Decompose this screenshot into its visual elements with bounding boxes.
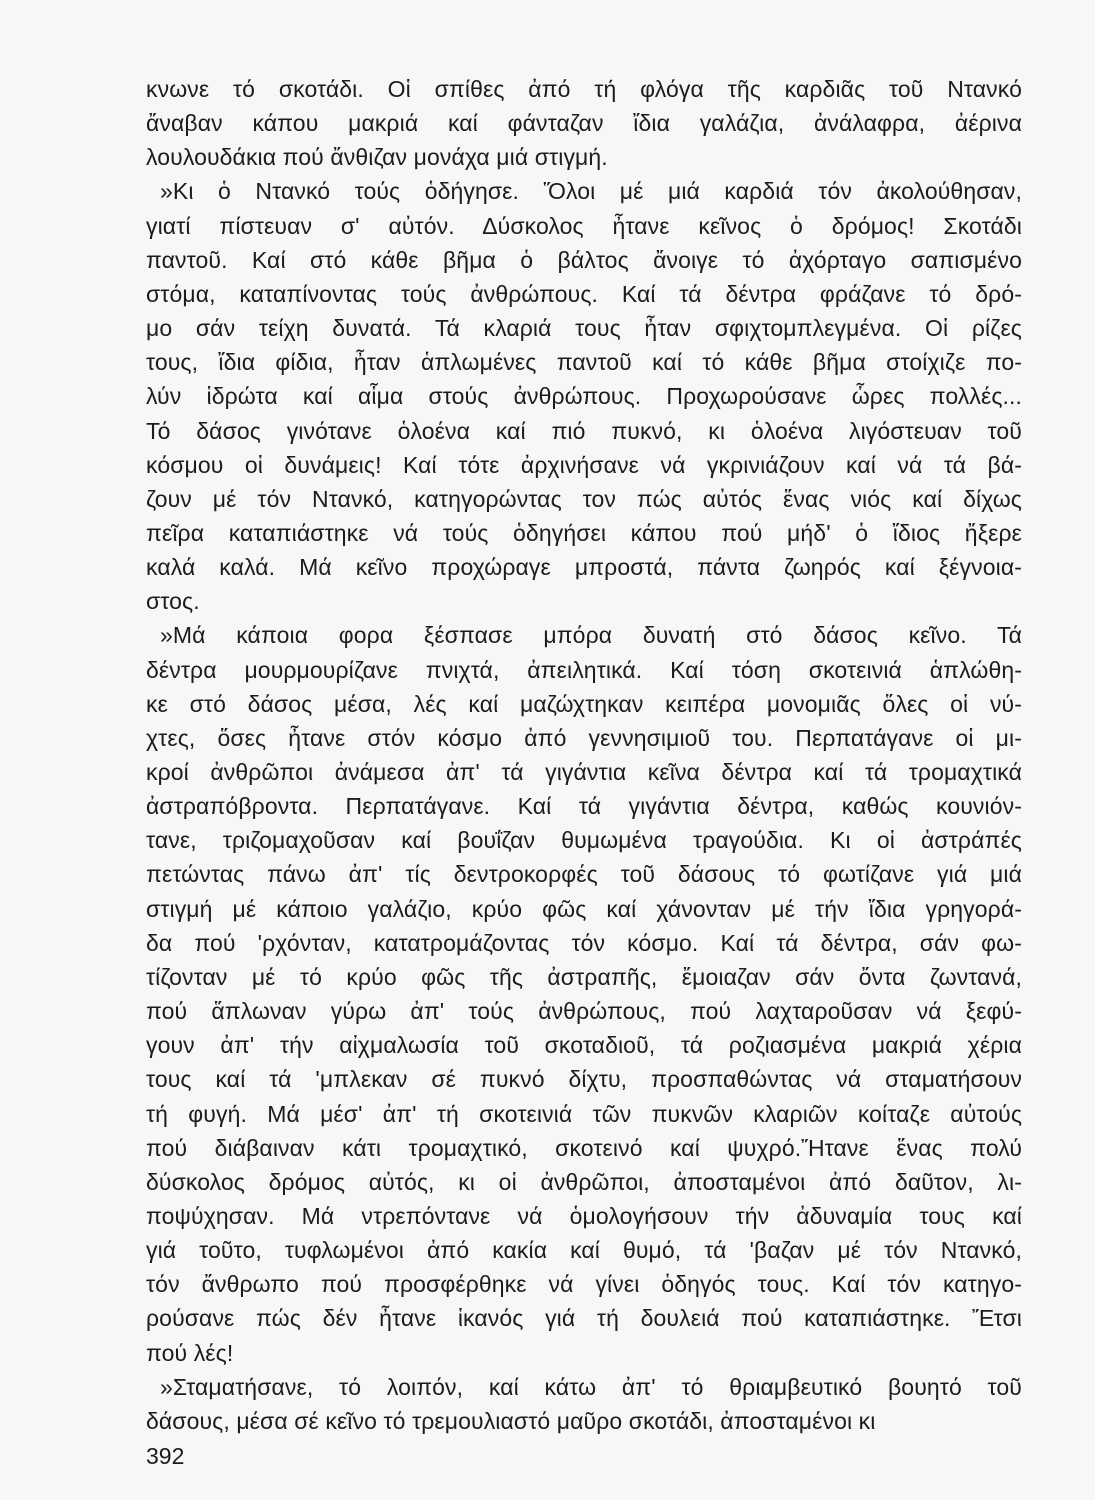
text-line: »Σταματήσανε, τό λοιπόν, καί κάτω ἀπ' τό θριαμβευτικό βουητό τοῦ (160, 1374, 1022, 1400)
text-line: κνωνε τό σκοτάδι. Οἱ σπίθες ἀπό τή φλόγα τῆς καρδιᾶς τοῦ Ντανκό (146, 76, 1022, 102)
text-line: ἄναβαν κάπου μακριά καί φάνταζαν ἴδια γαλάζια, ἀνάλαφρα, ἀέρινα (146, 110, 1022, 136)
text-line: γιατί πίστευαν σ' αὐτόν. Δύσκολος ἦτανε κεῖνος ὁ δρόμος! Σκοτάδι (146, 213, 1022, 239)
text-line: πού διάβαιναν κάτι τρομαχτικό, σκοτεινό καί ψυχρό.Ἤτανε ἕνας πολύ (146, 1135, 1022, 1161)
page-number: 392 (146, 1443, 185, 1469)
text-line: κροί ἀνθρῶποι ἀνάμεσα ἀπ' τά γιγάντια κεῖνα δέντρα καί τά τρομαχτικά (146, 759, 1022, 785)
text-line: δέντρα μουρμουρίζανε πνιχτά, ἀπειλητικά. Καί τόση σκοτεινιά ἁπλώθη- (146, 657, 1022, 683)
text-line: ζουν μέ τόν Ντανκό, κατηγορώντας τον πώς αὐτός ἕνας νιός καί δίχως (146, 486, 1022, 512)
text-line: πού ἅπλωναν γύρω ἀπ' τούς ἀνθρώπους, πού λαχταροῦσαν νά ξεφύ- (146, 998, 1022, 1024)
text-line: χτες, ὅσες ἦτανε στόν κόσμο ἀπό γεννησιμιοῦ του. Περπατάγανε οἱ μι- (146, 725, 1022, 751)
text-line: καλά καλά. Μά κεῖνο προχώραγε μπροστά, πάντα ζωηρός καί ξέγνοια- (146, 554, 1022, 580)
text-line: γιά τοῦτο, τυφλωμένοι ἀπό κακία καί θυμό, τά 'βαζαν μέ τόν Ντανκό, (146, 1237, 1022, 1263)
text-line: λύν ἱδρώτα καί αἷμα στούς ἀνθρώπους. Προχωρούσανε ὧρες πολλές... (146, 383, 1022, 409)
text-line: στιγμή μέ κάποιο γαλάζιο, κρύο φῶς καί χάνονταν μέ τήν ἴδια γρηγορά- (146, 896, 1022, 922)
text-line: στόμα, καταπίνοντας τούς ἀνθρώπους. Καί τά δέντρα φράζανε τό δρό- (146, 281, 1022, 307)
text-line: δα πού 'ρχόνταν, κατατρομάζοντας τόν κόσμο. Καί τά δέντρα, σάν φω- (146, 930, 1022, 956)
text-line: Τό δάσος γινότανε ὁλοένα καί πιό πυκνό, κι ὁλοένα λιγόστευαν τοῦ (146, 418, 1022, 444)
text-line: γουν ἀπ' τήν αἰχμαλωσία τοῦ σκοταδιοῦ, τά ροζιασμένα μακριά χέρια (146, 1032, 1022, 1058)
text-line: ποψύχησαν. Μά ντρεπόντανε νά ὁμολογήσουν τήν ἀδυναμία τους καί (146, 1203, 1022, 1229)
text-line: τή φυγή. Μά μέσ' ἀπ' τή σκοτεινιά τῶν πυκνῶν κλαριῶν κοίταζε αὐτούς (146, 1101, 1022, 1127)
text-line: »Κι ὁ Ντανκό τούς ὁδήγησε. Ὅλοι μέ μιά καρδιά τόν ἀκολούθησαν, (160, 178, 1022, 204)
text-line: κόσμου οἱ δυνάμεις! Καί τότε ἀρχινήσανε νά γκρινιάζουν καί νά τά βά- (146, 452, 1022, 478)
text-line: λουλουδάκια πού ἄνθιζαν μονάχα μιά στιγμή. (146, 144, 608, 170)
text-line: ἀστραπόβροντα. Περπατάγανε. Καί τά γιγάντια δέντρα, καθώς κουνιόν- (146, 793, 1022, 819)
text-line: κε στό δάσος μέσα, λές καί μαζώχτηκαν κειπέρα μονομιᾶς ὅλες οἱ νύ- (146, 691, 1022, 717)
text-line: δάσους, μέσα σέ κεῖνο τό τρεμουλιαστό μαῦρο σκοτάδι, ἀποσταμένοι κι (146, 1408, 876, 1434)
text-line: δύσκολος δρόμος αὐτός, κι οἱ ἀνθρῶποι, ἀποσταμένοι ἀπό δαῦτον, λι- (146, 1169, 1022, 1195)
text-line: τίζονταν μέ τό κρύο φῶς τῆς ἀστραπῆς, ἔμοιαζαν σάν ὄντα ζωντανά, (146, 964, 1022, 990)
text-line: τόν ἄνθρωπο πού προσφέρθηκε νά γίνει ὁδηγός τους. Καί τόν κατηγο- (146, 1271, 1022, 1297)
text-line: τους καί τά 'μπλεκαν σέ πυκνό δίχτυ, προσπαθώντας νά σταματήσουν (146, 1066, 1022, 1092)
text-line: στος. (146, 588, 200, 614)
text-line: πετώντας πάνω ἀπ' τίς δεντροκορφές τοῦ δάσους τό φωτίζανε γιά μιά (146, 861, 1022, 887)
text-line: παντοῦ. Καί στό κάθε βῆμα ὁ βάλτος ἄνοιγε τό ἀχόρταγο σαπισμένο (146, 247, 1022, 273)
text-line: πεῖρα καταπιάστηκε νά τούς ὁδηγήσει κάπου πού μήδ' ὁ ἴδιος ἤξερε (146, 520, 1022, 546)
text-line: τους, ἴδια φίδια, ἦταν ἁπλωμένες παντοῦ καί τό κάθε βῆμα στοίχιζε πο- (146, 349, 1022, 375)
text-line: τανε, τριζομαχοῦσαν καί βουΐζαν θυμωμένα τραγούδια. Κι οἱ ἀστράπές (146, 827, 1022, 853)
text-line: ρούσανε πώς δέν ἦτανε ἱκανός γιά τή δουλειά πού καταπιάστηκε. Ἔτσι (146, 1305, 1022, 1331)
text-line: μο σάν τείχη δυνατά. Τά κλαριά τους ἦταν σφιχτομπλεγμένα. Οἱ ρίζες (146, 315, 1022, 341)
text-line: πού λές! (146, 1340, 234, 1366)
text-line: »Μά κάποια φορα ξέσπασε μπόρα δυνατή στό δάσος κεῖνο. Τά (160, 622, 1022, 648)
